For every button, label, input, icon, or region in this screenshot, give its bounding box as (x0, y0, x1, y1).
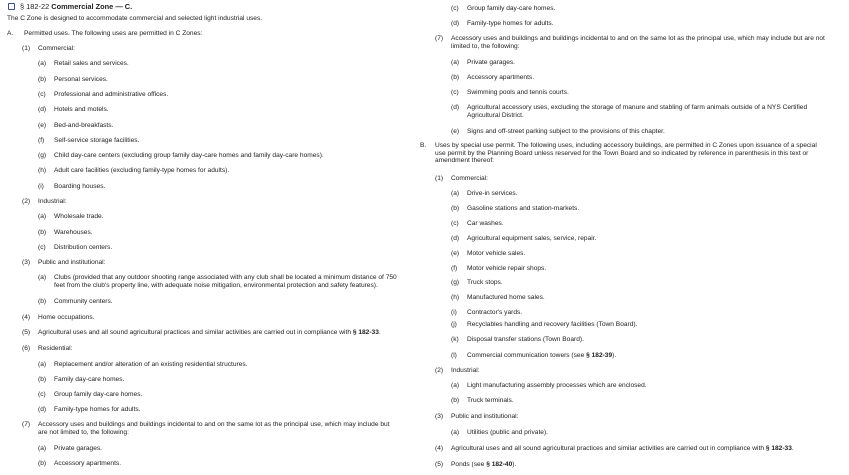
item-4-agricultural: (4) Agricultural uses and all sound agricultural practices and similar activities are carried out in compliance with § 182-33. (435, 445, 794, 452)
list-item: (i) Boarding houses. (38, 183, 106, 190)
section-intro: The C Zone is designed to accommodate commercial and selected light industrial uses. (7, 15, 263, 22)
list-item: (c) Professional and administrative offices. (38, 91, 169, 98)
subsection-B: B. Uses by special use permit. The following uses, including accessory buildings, are permitted in C Zones upon issuance of a special use permit by the Planning Board unless reserved for the Town Board and so indicated by reference in parenthesis in this text or amendment thereof: (420, 142, 817, 165)
list-item: (h) Manufactured home sales. (451, 294, 545, 301)
list-item: (f) Motor vehicle repair shops. (451, 265, 547, 272)
list-item: (a) Private garages. (38, 445, 103, 452)
list-item: (d) Family-type homes for adults. (451, 20, 554, 27)
section-reference-link[interactable]: § 182-33 (765, 445, 792, 452)
list-item: (b) Accessory apartments. (451, 74, 535, 81)
section-header (8, 3, 132, 11)
item-5-agricultural: (5) Agricultural uses and all sound agricultural practices and similar activities are carried out in compliance with § 182-33. (22, 329, 381, 336)
section-title: Commercial Zone — C. (51, 2, 133, 11)
list-item: (a) Wholesale trade. (38, 213, 104, 220)
list-item: (h) Adult care facilities (excluding family-type homes for adults). (38, 167, 230, 174)
section-checkbox[interactable] (8, 3, 15, 10)
item-7-accessory: (7) Accessory uses and buildings and buildings incidental to and on the same lot as the principal use, which may include but are not limited to, the following: (22, 421, 390, 436)
list-item: (e) Signs and off-street parking subject to the provisions of this chapter. (451, 128, 665, 135)
section-reference-link[interactable]: § 182-33 (352, 329, 379, 336)
list-item: (b) Family day-care homes. (38, 376, 125, 383)
section-reference-link[interactable]: § 182-40 (486, 461, 513, 468)
list-item: (g) Truck stops. (451, 279, 503, 286)
section-reference-link[interactable]: § 182-39 (586, 352, 613, 359)
list-item: (j) Recyclables handling and recovery facilities (Town Board). (451, 321, 638, 328)
list-item: (b) Personal services. (38, 76, 108, 83)
list-item: (a) Drive-in services. (451, 190, 518, 197)
list-item: (c) Distribution centers. (38, 244, 113, 251)
item-7-accessory: (7) Accessory uses and buildings and buildings incidental to and on the same lot as the principal use, which may include but are not limited to, the following: (435, 35, 825, 50)
item-2-industrial: (2) Industrial: (435, 367, 480, 374)
list-item: (c) Car washes. (451, 220, 504, 227)
item-5-ponds: (5) Ponds (see § 182-40). (435, 461, 517, 468)
list-item: (a) Utilities (public and private). (451, 429, 548, 436)
list-item-clubs: (a) Clubs (provided that any outdoor shooting range associated with any club shall be located a minimum distance of 750 feet from the club's property line, with adequate noise mitigation, environmental protection and safety features). (38, 274, 397, 289)
list-item-communication-towers: (l) Commercial communication towers (see § 182-39). (451, 352, 617, 359)
section-number: § 182-22 (20, 2, 50, 11)
item-6-residential: (6) Residential: (22, 345, 73, 352)
list-item: (f) Self-service storage facilities. (38, 137, 140, 144)
item-3-public: (3) Public and institutional: (435, 413, 519, 420)
list-item: (g) Child day-care centers (excluding group family day-care homes and family day-care homes). (38, 152, 324, 159)
list-item: (b) Truck terminals. (451, 397, 514, 404)
item-2-industrial: (2) Industrial: (22, 198, 67, 205)
item-3-public: (3) Public and institutional: (22, 259, 106, 266)
list-item: (b) Accessory apartments. (38, 460, 122, 467)
list-item: (a) Replacement and/or alteration of an existing residential structures. (38, 361, 248, 368)
list-item: (b) Warehouses. (38, 229, 93, 236)
list-item: (a) Retail sales and services. (38, 60, 129, 67)
list-item: (k) Disposal transfer stations (Town Board). (451, 336, 584, 343)
list-item: (a) Private garages. (451, 59, 516, 66)
list-item: (e) Bed-and-breakfasts. (38, 122, 114, 129)
item-4-home-occupations: (4) Home occupations. (22, 314, 95, 321)
list-item: (c) Group family day-care homes. (451, 5, 556, 12)
item-1-commercial: (1) Commercial: (22, 45, 76, 52)
list-item: (i) Contractor's yards. (451, 309, 523, 316)
item-1-commercial: (1) Commercial: (435, 175, 489, 182)
list-item: (d) Family-type homes for adults. (38, 406, 141, 413)
list-item: (e) Motor vehicle sales. (451, 250, 526, 257)
list-item: (c) Group family day-care homes. (38, 391, 143, 398)
list-item: (b) Community centers. (38, 298, 113, 305)
list-item: (d) Hotels and motels. (38, 106, 109, 113)
subsection-A: A. Permitted uses. The following uses are permitted in C Zones: (7, 30, 203, 37)
list-item: (a) Light manufacturing assembly processes which are enclosed. (451, 382, 647, 389)
list-item: (d) Agricultural equipment sales, service, repair. (451, 235, 597, 242)
list-item: (c) Swimming pools and tennis courts. (451, 89, 569, 96)
list-item-agricultural-accessory: (d) Agricultural accessory uses, excluding the storage of manure and stabling of farm animals outside of a NYS Certified Agricultural District. (451, 104, 808, 119)
list-item: (b) Gasoline stations and station-markets. (451, 205, 580, 212)
